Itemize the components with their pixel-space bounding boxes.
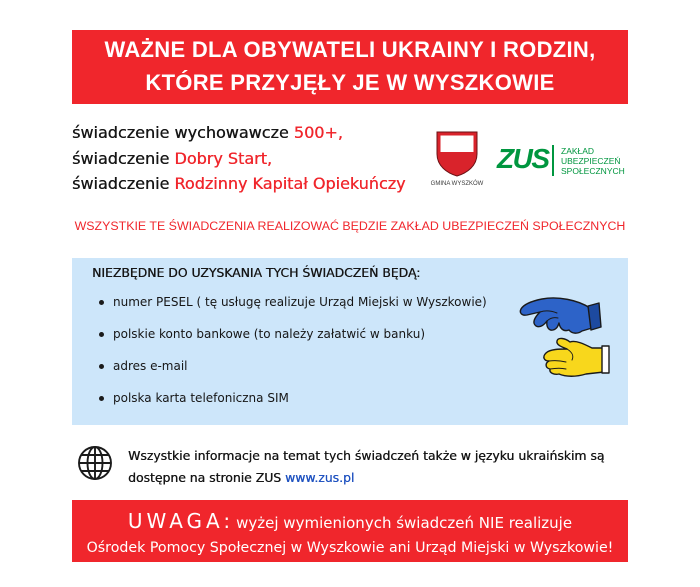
info-line-2 [128,467,604,489]
zus-logo-divider [552,145,554,176]
zus-name-line: SPOŁECZNYCH [561,166,625,176]
benefit-item [72,171,406,197]
yellow-hand-palm [544,338,604,376]
benefits-list [72,120,406,197]
info-line-1: Wszystkie informacje na temat tych świadczeń także w języku ukraińskim są [128,448,605,463]
zus-website-link[interactable]: www.zus.pl [285,470,355,485]
emblem-white-field [441,136,474,153]
blue-hand [520,298,601,333]
zus-name-line: UBEZPIECZEŃ [561,156,621,166]
benefit-item [72,120,406,146]
requirement-item: polskie konto bankowe (to należy załatwić w banku) [113,318,487,350]
benefit-name: Rodzinny Kapitał Opiekuńczy [174,174,406,193]
benefit-prefix: świadczenie [72,148,170,168]
header-banner [72,30,628,104]
globe-icon [77,445,113,481]
yellow-hand [544,338,609,376]
benefit-prefix: świadczenie [72,174,170,193]
header-title-line-2: KTÓRE PRZYJĘŁY JE W WYSZKOWIE [145,70,555,95]
warning-label: UWAGA: [127,509,235,533]
warning-text: wyżej wymienionych świadczeń NIE realizuje [236,514,573,532]
yellow-hand-cuff [602,346,609,373]
requirements-box [72,258,628,425]
zus-notice: WSZYSTKIE TE ŚWIADCZENIA REALIZOWAĆ BĘDZIE ZAKŁAD UBEZPIECZEŃ SPOŁECZNYCH [74,219,626,233]
warning-line-1 [72,508,628,536]
requirement-item: polska karta telefoniczna SIM [113,382,487,414]
blue-hand-palm [520,298,592,333]
requirement-item: adres e-mail [113,350,487,382]
warning-line-2: Ośrodek Pomocy Społecznej w Wyszkowie ani Urząd Miejski w Wyszkowie! [86,540,614,556]
hands-icon [512,290,612,382]
zus-name-line: ZAKŁAD [561,146,595,156]
requirement-item: numer PESEL ( tę usługę realizuje Urząd Miejski w Wyszkowie) [113,286,487,318]
info-text [128,445,604,489]
benefit-name: Dobry Start, [174,148,272,168]
zus-logo-name [561,146,625,176]
coat-of-arms-icon [435,130,479,178]
zus-logo-mark: ZUS [497,143,549,174]
requirements-heading: NIEZBĘDNE DO UZYSKANIA TYCH ŚWIADCZEŃ BĘDĄ: [92,265,421,280]
blue-hand-cuff [588,303,601,330]
header-title-line-1: WAŻNE DLA OBYWATELI UKRAINY I RODZIN, [104,37,596,62]
gmina-logo-label: GMINA WYSZKÓW [430,181,484,187]
benefit-item [72,146,406,172]
benefit-prefix: świadczenie wychowawcze [72,123,289,142]
info-line-2-text: dostępne na stronie ZUS [128,470,282,485]
benefit-name: 500+, [293,123,343,142]
warning-banner [72,500,628,562]
requirements-list [113,286,487,414]
